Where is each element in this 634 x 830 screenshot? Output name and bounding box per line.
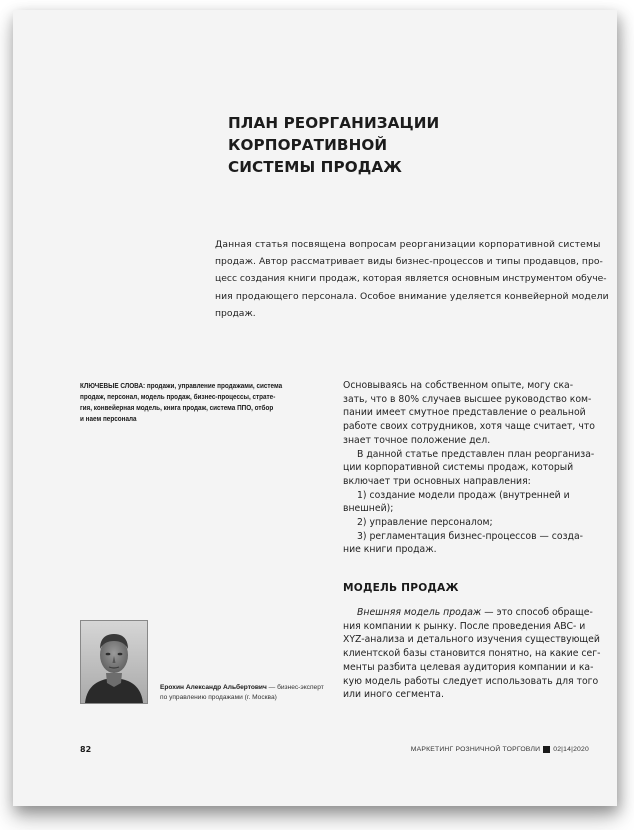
abstract xyxy=(215,236,609,322)
body-line: клиентской базы становится понятно, на какие сег- xyxy=(343,648,601,660)
issue-number: 02|14|2020 xyxy=(553,746,589,753)
body-line: ния компании к рынку. После проведения ABC- и xyxy=(343,620,586,632)
body-line: включает три основных направления: xyxy=(343,475,531,487)
abstract-line: ния продающего персонала. Особое внимание уделяется конвейерной модели xyxy=(215,290,609,302)
body-line: менты разбита целевая аудитория компании и ка- xyxy=(343,661,594,673)
abstract-line: Данная статья посвящена вопросам реорганизации корпоративной системы xyxy=(215,239,601,250)
body-line: работе своих сотрудников, хотя чаще считает, что xyxy=(343,421,595,433)
list-item: 2) управление персоналом; xyxy=(357,517,493,529)
abstract-line: продаж. xyxy=(215,307,256,319)
author-name: Ерохин Александр Альбертович xyxy=(160,684,267,691)
author-portrait-icon xyxy=(81,621,147,703)
title-line: СИСТЕМЫ ПРОДАЖ xyxy=(228,158,402,176)
body-line: знает точное положение дел. xyxy=(343,434,491,446)
keywords xyxy=(80,380,331,424)
body-line xyxy=(343,606,593,620)
abstract-line: продаж. Автор рассматривает виды бизнес-процессов и типы продавцов, про- xyxy=(215,256,603,268)
body-line: внешней); xyxy=(343,503,394,515)
body-line: пании имеет смутное представление о реальной xyxy=(343,407,586,419)
keywords-line: КЛЮЧЕВЫЕ СЛОВА: продажи, управление продажами, система xyxy=(80,381,283,390)
body-line: Основываясь на собственном опыте, могу ска- xyxy=(343,380,574,391)
list-item: 1) создание модели продаж (внутренней и xyxy=(357,489,570,501)
section-text xyxy=(343,606,601,702)
caption-line xyxy=(160,683,340,693)
page-number: 82 xyxy=(80,745,92,754)
term-emphasis: Внешняя модель продаж xyxy=(357,607,482,618)
body-line: кую модель работы следует использовать для того xyxy=(343,675,599,687)
section-heading: МОДЕЛЬ ПРОДАЖ xyxy=(343,582,459,594)
keywords-line: продаж, персонал, модель продаж, бизнес-процессы, страте- xyxy=(80,392,276,401)
footer xyxy=(411,746,589,753)
author-caption xyxy=(160,683,340,702)
title-line: ПЛАН РЕОРГАНИЗАЦИИ КОРПОРАТИВНОЙ xyxy=(228,114,440,154)
body-line: или иного сегмента. xyxy=(343,689,444,701)
keywords-line: и наем персонала xyxy=(80,414,137,423)
article-title xyxy=(228,112,588,178)
abstract-line: цесс создания книги продаж, которая является основным инструментом обуче- xyxy=(215,273,607,285)
body-line: зать, что в 80% случаев высшее руководство ком- xyxy=(343,393,592,405)
square-icon xyxy=(543,746,550,753)
keywords-line: гия, конвейерная модель, книга продаж, система ППО, отбор xyxy=(80,403,274,412)
body-line: XYZ-анализа и детального изучения существующей xyxy=(343,634,600,646)
list-item: 3) регламентация бизнес-процессов — созда- xyxy=(357,530,584,542)
journal-name: МАРКЕТИНГ РОЗНИЧНОЙ ТОРГОВЛИ xyxy=(410,746,541,753)
author-photo xyxy=(80,620,148,704)
body-line: ние книги продаж. xyxy=(343,544,437,556)
caption-line: по управлению продажами (г. Москва) xyxy=(160,693,277,701)
author-role: — бизнес-эксперт xyxy=(266,684,324,691)
body-line: ции корпоративной системы продаж, который xyxy=(343,462,574,474)
term-rest: — это способ обраще- xyxy=(481,607,593,618)
body-line: В данной статье представлен план реорганиза- xyxy=(357,448,595,460)
intro-text xyxy=(343,379,595,557)
